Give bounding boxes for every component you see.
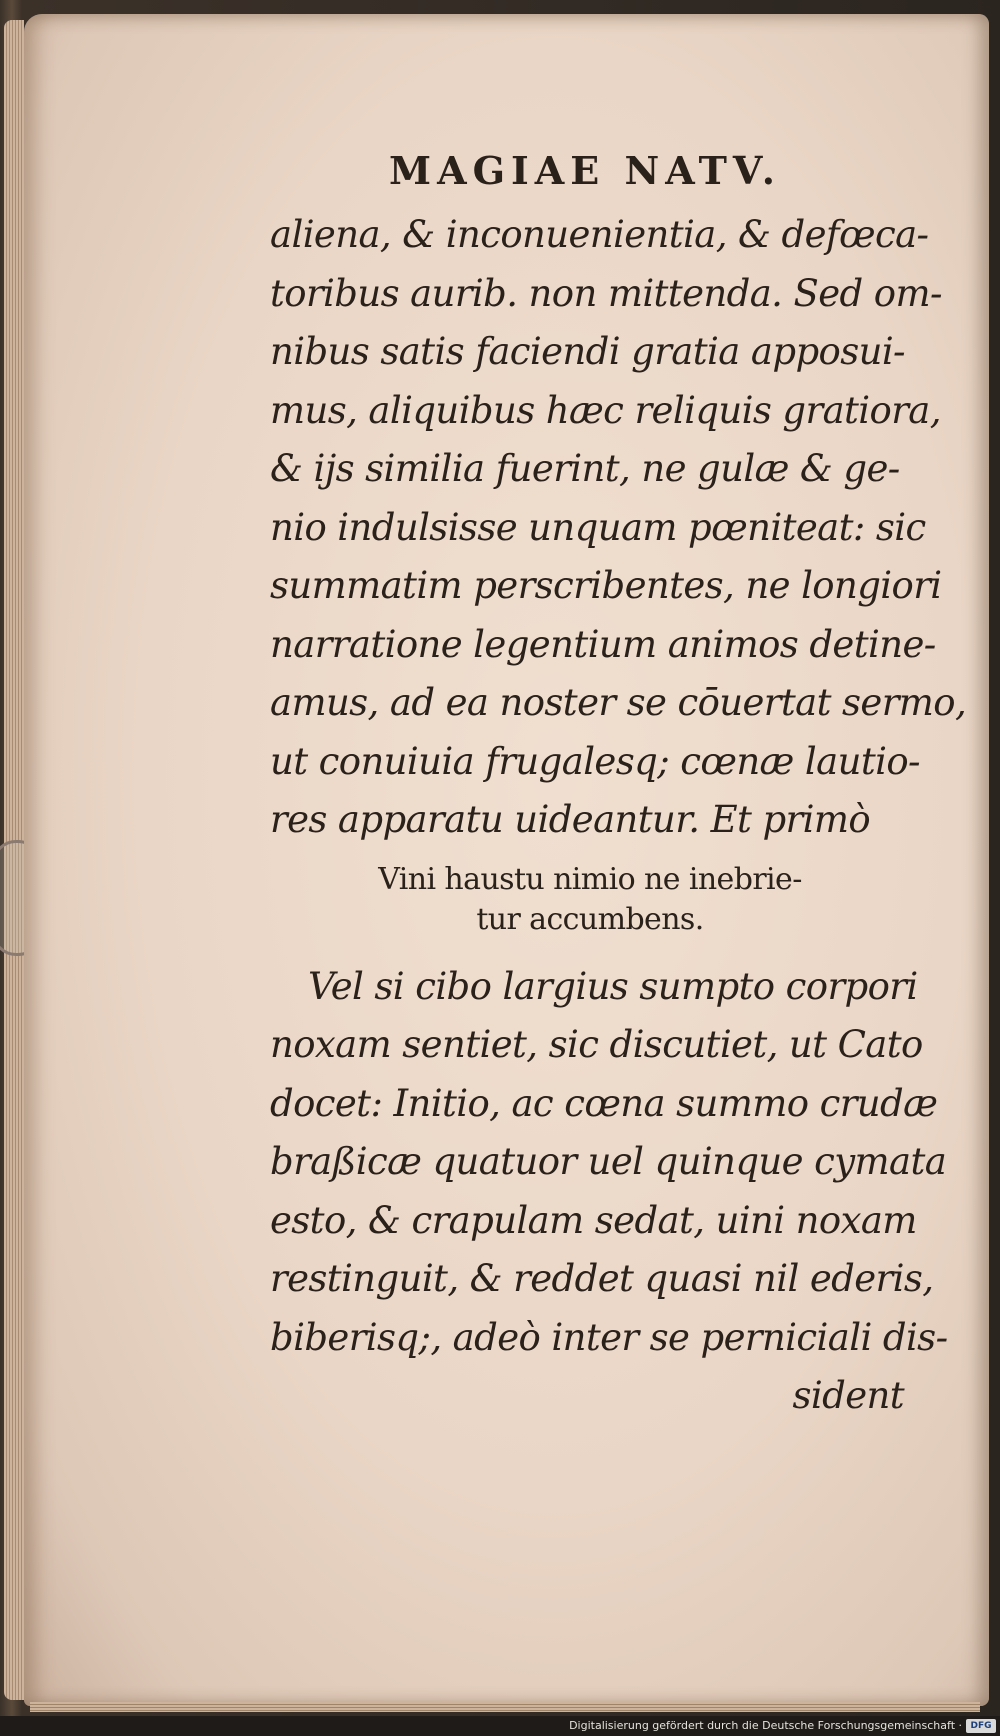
section-heading-line: tur accumbens.	[476, 901, 704, 937]
text-line: nio indulsisse unquam pœniteat: sic	[270, 505, 926, 549]
text-line: mus, aliquibus hæc reliquis gratiora,	[270, 388, 941, 432]
text-line: esto, & crapulam sedat, uini noxam	[270, 1198, 917, 1242]
text-line: toribus aurib. non mittenda. Sed om-	[270, 271, 942, 315]
text-line: aliena, & inconuenientia, & defœca-	[270, 213, 929, 256]
dfg-logo-icon: DFG	[966, 1719, 996, 1733]
section-heading-line: Vini haustu nimio ne inebrie-	[378, 861, 802, 897]
text-line: braßicæ quatuor uel quinque cymata	[270, 1140, 947, 1183]
text-line: Vel si cibo largius sumpto corpori	[308, 964, 918, 1008]
text-line: noxam sentiet, sic discutiet, ut Cato	[270, 1023, 923, 1066]
catchword: sident	[792, 1374, 904, 1417]
text-line: nibus satis faciendi gratia apposui-	[270, 330, 905, 373]
text-line: summatim perscribentes, ne longiori	[270, 564, 942, 607]
text-line: amus, ad ea noster se cōuertat sermo,	[270, 681, 967, 724]
text-line: ut conuiuia frugalesq; cœnæ lautio-	[270, 739, 920, 783]
text-line: biberisq;, adeò inter se perniciali dis-	[270, 1315, 948, 1359]
page-text	[270, 140, 967, 1426]
text-line: res apparatu uideantur. Et primò	[270, 798, 871, 841]
text-line: restinguit, & reddet quasi nil ederis,	[270, 1257, 934, 1300]
digitization-credit: Digitalisierung gefördert durch die Deutsche Forschungsgemeinschaft ·	[569, 1719, 962, 1732]
book-bottom-edge	[30, 1702, 980, 1712]
text-line: & ijs similia fuerint, ne gulæ & ge-	[270, 447, 900, 490]
text-line: narratione legentium animos detine-	[270, 622, 936, 666]
running-title: MAGIAE NATV.	[389, 148, 781, 193]
text-line: docet: Initio, ac cœna summo crudæ	[270, 1081, 938, 1125]
